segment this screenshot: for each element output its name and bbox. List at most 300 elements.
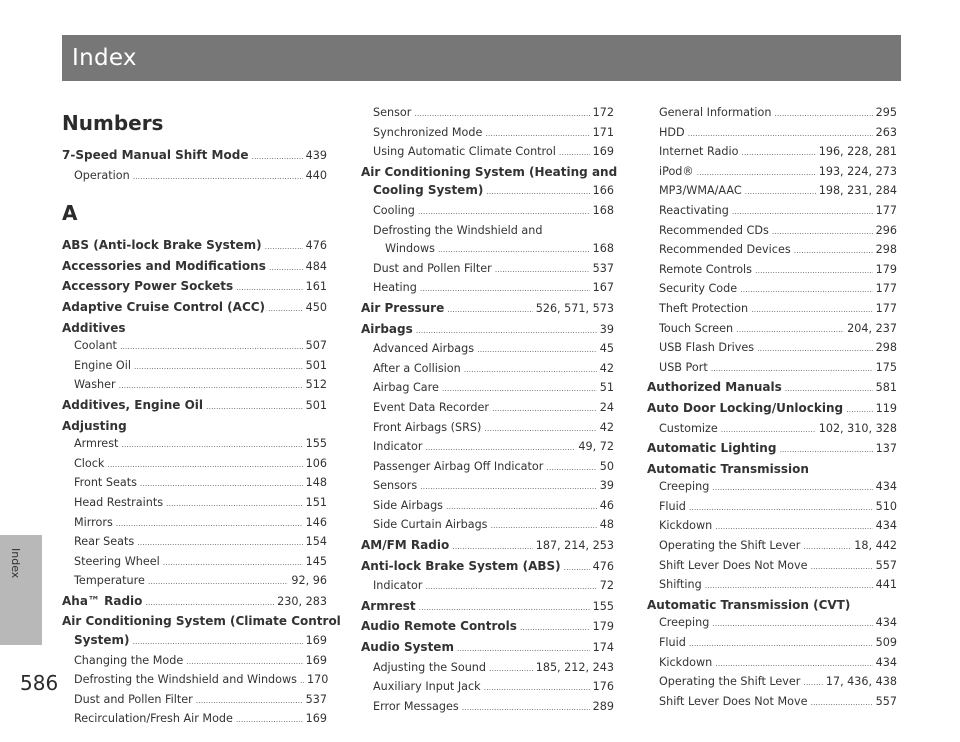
index-entry-pages[interactable]: 170 xyxy=(306,673,329,687)
index-entry-label: Operating the Shift Lever xyxy=(659,539,801,553)
index-entry-pages[interactable]: 476 xyxy=(305,239,327,253)
index-entry[interactable] xyxy=(647,143,897,163)
index-entry-label: Touch Screen xyxy=(659,321,734,335)
leader-dots xyxy=(712,614,872,634)
leader-dots xyxy=(772,222,873,242)
index-entry-pages[interactable]: 72 xyxy=(599,579,614,593)
index-entry-label: Adaptive Cruise Control (ACC) xyxy=(62,299,266,314)
index-entry[interactable] xyxy=(647,460,897,479)
index-entry-pages[interactable]: 102, 310, 328 xyxy=(818,421,897,435)
index-entry-pages[interactable]: 177 xyxy=(875,203,897,217)
index-entry[interactable] xyxy=(361,419,614,439)
leader-dots xyxy=(251,147,302,167)
index-entry[interactable] xyxy=(62,514,327,534)
index-entry-pages[interactable]: 169 xyxy=(305,634,327,648)
index-entry[interactable] xyxy=(647,498,897,518)
index-entry-pages[interactable]: 137 xyxy=(875,442,897,456)
leader-dots xyxy=(484,678,590,698)
index-entry-label: AM/FM Radio xyxy=(361,538,450,553)
leader-dots xyxy=(546,458,596,478)
index-entry-label: Front Airbags (SRS) xyxy=(373,420,482,434)
index-entry[interactable] xyxy=(647,104,897,124)
index-entry-label: Air Conditioning System (Heating and xyxy=(361,164,618,179)
leader-dots xyxy=(697,163,816,183)
index-entry-pages[interactable]: 501 xyxy=(305,358,327,372)
leader-dots xyxy=(196,691,303,711)
index-entry-label: Event Data Recorder xyxy=(373,400,490,414)
index-entry[interactable] xyxy=(361,360,614,380)
leader-dots xyxy=(206,397,303,417)
index-entry-pages[interactable]: 434 xyxy=(875,480,897,494)
index-entry-label: Armrest xyxy=(74,437,119,451)
index-entry-pages[interactable]: 289 xyxy=(592,699,614,713)
leader-dots xyxy=(140,474,303,494)
leader-dots xyxy=(418,202,590,222)
index-entry[interactable] xyxy=(361,299,614,320)
index-entry[interactable] xyxy=(361,379,614,399)
index-entry[interactable] xyxy=(62,435,327,455)
index-entry[interactable] xyxy=(361,477,614,497)
index-entry[interactable] xyxy=(62,612,341,631)
index-entry[interactable] xyxy=(647,673,897,693)
index-entry[interactable] xyxy=(647,261,897,281)
leader-dots xyxy=(559,143,590,163)
index-entry-pages[interactable]: 39 xyxy=(599,322,614,336)
index-entry[interactable] xyxy=(62,167,327,187)
index-entry[interactable] xyxy=(647,478,897,498)
index-entry[interactable] xyxy=(361,124,614,144)
leader-dots xyxy=(447,300,532,320)
leader-dots xyxy=(485,124,589,144)
leader-dots xyxy=(736,320,844,340)
leader-dots xyxy=(269,258,303,278)
index-entry[interactable] xyxy=(62,417,327,436)
index-entry[interactable] xyxy=(647,359,897,379)
index-entry-pages[interactable]: 119 xyxy=(875,401,897,415)
index-entry[interactable] xyxy=(62,146,327,167)
index-entry[interactable] xyxy=(647,241,897,261)
index-entry-pages[interactable]: 172 xyxy=(592,106,614,119)
index-entry-pages[interactable]: 145 xyxy=(305,554,327,568)
index-entry[interactable] xyxy=(647,439,897,460)
index-entry-pages[interactable]: 155 xyxy=(305,437,327,451)
index-entry-label: Creeping xyxy=(659,480,710,494)
index-entry-label: Air Conditioning System (Climate Control xyxy=(62,614,341,629)
index-entry[interactable] xyxy=(647,517,897,537)
leader-dots xyxy=(116,514,303,534)
index-entry[interactable] xyxy=(62,671,327,691)
leader-dots xyxy=(689,498,873,518)
leader-dots xyxy=(715,654,872,674)
index-entry-label: Steering Wheel xyxy=(74,554,160,568)
index-entry[interactable] xyxy=(62,455,327,475)
leader-dots xyxy=(107,455,302,475)
index-entry-label: Kickdown xyxy=(659,655,713,669)
index-entry[interactable] xyxy=(62,277,327,298)
index-entry-pages[interactable]: 51 xyxy=(599,381,614,395)
leader-dots xyxy=(757,339,873,359)
index-entry-pages[interactable]: 196, 228, 281 xyxy=(818,145,897,159)
leader-dots xyxy=(119,376,303,396)
index-entry-label: Shifting xyxy=(659,578,702,592)
index-entry-label: ABS (Anti-lock Brake System) xyxy=(62,238,262,253)
index-entry-pages[interactable]: 450 xyxy=(305,300,327,314)
index-entry-pages[interactable]: 537 xyxy=(305,692,327,706)
index-entry-pages[interactable]: 17, 436, 438 xyxy=(825,675,897,689)
index-column-1 xyxy=(62,104,341,730)
index-entry-label: USB Port xyxy=(659,360,708,374)
index-entry-label: Clock xyxy=(74,456,105,470)
index-entry[interactable] xyxy=(361,617,614,638)
index-entry-label: Passenger Airbag Off Indicator xyxy=(373,459,544,473)
index-entry-label: Cooling System) xyxy=(373,183,484,198)
leader-dots xyxy=(416,321,597,341)
index-entry-label: Coolant xyxy=(74,339,117,353)
index-entry-pages[interactable]: 155 xyxy=(592,599,614,613)
index-entry-label: Auxiliary Input Jack xyxy=(373,680,481,694)
index-entry-label: Adjusting the Sound xyxy=(373,660,486,674)
leader-dots xyxy=(715,517,872,537)
index-entry-pages[interactable]: 169 xyxy=(305,653,327,667)
index-entry-label: Theft Protection xyxy=(659,301,749,315)
section-heading: A xyxy=(62,201,78,226)
index-entry-pages[interactable]: 198, 231, 284 xyxy=(818,184,897,198)
index-entry-pages[interactable]: 484 xyxy=(305,259,327,273)
index-entry[interactable] xyxy=(361,536,614,557)
leader-dots xyxy=(420,477,597,497)
index-entry-pages[interactable]: 193, 224, 273 xyxy=(818,164,897,178)
index-entry[interactable] xyxy=(647,654,897,674)
index-entry[interactable] xyxy=(361,202,614,222)
index-entry[interactable] xyxy=(647,182,897,202)
index-entry-label: Audio Remote Controls xyxy=(361,619,517,634)
index-entry-pages[interactable]: 204, 237 xyxy=(847,321,897,335)
leader-dots xyxy=(491,516,597,536)
index-entry[interactable] xyxy=(647,537,897,557)
index-entry[interactable] xyxy=(62,236,327,257)
index-entry-pages[interactable]: 154 xyxy=(305,535,327,549)
index-entry-pages[interactable]: 42 xyxy=(599,420,614,434)
index-entry-pages[interactable]: 169 xyxy=(305,712,327,726)
index-entry-label: Temperature xyxy=(74,574,145,588)
index-entry[interactable] xyxy=(62,494,327,514)
leader-dots xyxy=(425,577,596,597)
index-entry-label: Reactivating xyxy=(659,203,729,217)
index-entry[interactable] xyxy=(62,319,327,338)
leader-dots xyxy=(564,558,590,578)
index-entry-pages[interactable]: 298 xyxy=(875,243,897,257)
index-entry[interactable] xyxy=(647,634,897,654)
leader-dots xyxy=(810,557,872,577)
index-entry-pages[interactable]: 167 xyxy=(592,281,614,295)
index-entry[interactable] xyxy=(647,339,897,359)
index-entry[interactable] xyxy=(62,357,327,377)
index-entry-pages[interactable]: 146 xyxy=(305,515,327,529)
index-entry-pages[interactable]: 295 xyxy=(875,106,897,119)
index-entry[interactable] xyxy=(647,222,897,242)
index-entry-label: Indicator xyxy=(373,579,423,593)
index-column-2 xyxy=(361,104,618,717)
index-entry-label: Internet Radio xyxy=(659,145,739,159)
index-entry[interactable] xyxy=(361,279,614,299)
index-entry[interactable] xyxy=(62,396,327,417)
index-entry[interactable] xyxy=(361,399,614,419)
leader-dots xyxy=(419,598,590,618)
index-entry[interactable] xyxy=(361,516,614,536)
leader-dots xyxy=(711,359,873,379)
leader-dots xyxy=(133,167,303,187)
leader-dots xyxy=(134,357,303,377)
leader-dots xyxy=(452,537,532,557)
leader-dots xyxy=(745,182,816,202)
index-entry-pages[interactable]: 42 xyxy=(599,361,614,375)
index-entry-pages[interactable]: 106 xyxy=(305,456,327,470)
index-entry-pages[interactable]: 230, 283 xyxy=(277,594,327,608)
index-entry-label: Washer xyxy=(74,378,116,392)
index-entry-label: Defrosting the Windshield and Windows xyxy=(74,673,297,687)
index-entry-pages[interactable]: 174 xyxy=(592,641,614,655)
index-entry-label: Aha™ Radio xyxy=(62,593,143,608)
index-entry-label: iPod® xyxy=(659,164,694,178)
leader-dots xyxy=(779,440,872,460)
leader-dots xyxy=(145,593,274,613)
index-entry-label: Recommended CDs xyxy=(659,223,769,237)
index-entry[interactable] xyxy=(361,678,614,698)
index-entry-label: Defrosting the Windshield and xyxy=(373,223,543,237)
index-entry-label: USB Flash Drives xyxy=(659,341,755,355)
index-entry-label: Additives, Engine Oil xyxy=(62,397,203,412)
index-entry-label: Mirrors xyxy=(74,515,113,529)
index-entry-pages[interactable]: 510 xyxy=(875,499,897,513)
index-entry-label: Accessories and Modifications xyxy=(62,258,266,273)
index-entry-label: Additives xyxy=(62,320,126,335)
index-entry[interactable] xyxy=(361,638,614,659)
index-entry-label: Synchronized Mode xyxy=(373,125,483,139)
index-entry[interactable] xyxy=(62,710,327,730)
index-entry[interactable] xyxy=(647,202,897,222)
index-entry-pages[interactable]: 168 xyxy=(592,203,614,217)
index-entry[interactable] xyxy=(62,691,327,711)
index-entry-label: Operating the Shift Lever xyxy=(659,675,801,689)
index-entry[interactable] xyxy=(361,659,614,679)
index-entry[interactable] xyxy=(62,298,327,319)
index-entry-pages[interactable]: 45 xyxy=(599,342,614,356)
header-bar xyxy=(62,35,901,81)
index-entry[interactable] xyxy=(361,143,614,163)
index-entry-pages[interactable]: 441 xyxy=(875,578,897,592)
index-entry-pages[interactable]: 50 xyxy=(599,459,614,473)
index-entry[interactable] xyxy=(647,557,897,577)
index-entry-pages[interactable]: 557 xyxy=(875,694,897,708)
index-entry[interactable] xyxy=(361,577,614,597)
leader-dots xyxy=(148,572,289,592)
index-entry-label: Air Pressure xyxy=(361,300,445,315)
index-entry-label: Operation xyxy=(74,168,130,182)
leader-dots xyxy=(120,337,303,357)
index-entry-pages[interactable]: 434 xyxy=(875,616,897,630)
index-entry[interactable] xyxy=(647,300,897,320)
index-entry[interactable] xyxy=(361,340,614,360)
index-entry-label: Dust and Pollen Filter xyxy=(74,692,193,706)
index-entry[interactable] xyxy=(62,376,327,396)
index-entry-pages[interactable]: 175 xyxy=(875,360,897,374)
leader-dots xyxy=(457,639,590,659)
leader-dots xyxy=(495,260,590,280)
leader-dots xyxy=(137,533,302,553)
index-entry-pages[interactable]: 298 xyxy=(875,341,897,355)
leader-dots xyxy=(732,202,873,222)
index-entry[interactable] xyxy=(62,652,327,672)
index-entry-pages[interactable]: 176 xyxy=(592,680,614,694)
index-entry-label: Auto Door Locking/Unlocking xyxy=(647,400,844,415)
index-entry-pages[interactable]: 166 xyxy=(592,184,614,198)
leader-dots xyxy=(477,340,597,360)
index-entry-pages[interactable]: 476 xyxy=(592,559,614,573)
leader-dots xyxy=(489,659,533,679)
index-entry-pages[interactable]: 168 xyxy=(592,242,614,256)
index-entry-label: After a Collision xyxy=(373,361,461,375)
index-entry-label: Audio System xyxy=(361,640,454,655)
index-entry[interactable] xyxy=(647,280,897,300)
index-entry[interactable] xyxy=(62,474,327,494)
index-entry-pages[interactable]: 177 xyxy=(875,301,897,315)
index-entry-pages[interactable]: 48 xyxy=(599,518,614,532)
leader-dots xyxy=(755,261,873,281)
leader-dots xyxy=(121,435,302,455)
leader-dots xyxy=(794,241,873,261)
index-entry-label: Shift Lever Does Not Move xyxy=(659,694,808,708)
leader-dots xyxy=(236,710,303,730)
index-entry-pages[interactable]: 179 xyxy=(592,620,614,634)
index-entry-label: Fluid xyxy=(659,499,686,513)
index-entry-pages[interactable]: 501 xyxy=(305,398,327,412)
index-entry[interactable] xyxy=(647,576,897,596)
index-entry[interactable] xyxy=(361,163,618,182)
index-entry-pages[interactable]: 151 xyxy=(305,495,327,509)
page-number: 586 xyxy=(20,671,59,695)
index-entry[interactable] xyxy=(62,572,327,592)
index-entry-label: Heating xyxy=(373,281,417,295)
index-entry[interactable] xyxy=(361,438,614,458)
index-entry-label: Dust and Pollen Filter xyxy=(373,261,492,275)
index-entry-label: Automatic Transmission (CVT) xyxy=(647,597,851,612)
index-entry-pages[interactable]: 92, 96 xyxy=(291,574,327,588)
index-entry-pages[interactable]: 509 xyxy=(875,636,897,650)
index-entry[interactable] xyxy=(647,596,897,615)
index-entry[interactable] xyxy=(647,163,897,183)
index-entry-label: Anti-lock Brake System (ABS) xyxy=(361,558,561,573)
index-entry-label: Airbag Care xyxy=(373,381,439,395)
index-entry[interactable] xyxy=(62,592,327,613)
index-entry[interactable] xyxy=(647,124,897,144)
index-entry-pages[interactable]: 434 xyxy=(875,519,897,533)
index-entry-pages[interactable]: 24 xyxy=(599,400,614,414)
index-entry-label: Armrest xyxy=(361,598,416,613)
index-entry-pages[interactable]: 177 xyxy=(875,282,897,296)
index-entry-pages[interactable]: 39 xyxy=(599,479,614,493)
index-entry-pages[interactable]: 507 xyxy=(305,339,327,353)
index-entry[interactable] xyxy=(361,320,614,341)
index-entry-label: Automatic Transmission xyxy=(647,461,809,476)
index-entry-pages[interactable]: 49, 72 xyxy=(578,440,614,454)
index-entry[interactable] xyxy=(361,698,614,718)
leader-dots xyxy=(705,576,873,596)
index-entry[interactable] xyxy=(361,240,614,260)
index-entry-pages[interactable]: 185, 212, 243 xyxy=(535,660,614,674)
index-entry[interactable] xyxy=(361,458,614,478)
leader-dots xyxy=(484,419,596,439)
index-entry-label: Sensors xyxy=(373,479,418,493)
index-entry-pages[interactable]: 581 xyxy=(875,381,897,395)
index-entry-pages[interactable]: 434 xyxy=(875,655,897,669)
index-entry-pages[interactable]: 171 xyxy=(592,125,614,139)
index-entry-pages[interactable]: 512 xyxy=(305,378,327,392)
leader-dots xyxy=(438,240,590,260)
index-entry-pages[interactable]: 296 xyxy=(875,223,897,237)
index-entry-pages[interactable]: 263 xyxy=(875,125,897,139)
index-entry-label: Fluid xyxy=(659,636,686,650)
index-entry[interactable] xyxy=(647,614,897,634)
index-entry-pages[interactable]: 46 xyxy=(599,498,614,512)
leader-dots xyxy=(846,400,873,420)
index-entry-pages[interactable]: 526, 571, 573 xyxy=(535,301,614,315)
index-entry-pages[interactable]: 440 xyxy=(305,168,327,182)
index-entry-pages[interactable]: 18, 442 xyxy=(854,539,897,553)
leader-dots xyxy=(236,278,303,298)
index-entry-label: Kickdown xyxy=(659,519,713,533)
index-entry[interactable] xyxy=(647,378,897,399)
leader-dots xyxy=(414,104,589,124)
index-entry-label: Engine Oil xyxy=(74,358,131,372)
index-entry-pages[interactable]: 439 xyxy=(305,149,327,162)
index-entry-pages[interactable]: 537 xyxy=(592,261,614,275)
leader-dots xyxy=(462,698,590,718)
index-entry[interactable] xyxy=(361,497,614,517)
index-entry[interactable] xyxy=(62,257,327,278)
index-entry[interactable] xyxy=(647,320,897,340)
index-entry-pages[interactable]: 187, 214, 253 xyxy=(535,539,614,553)
index-entry[interactable] xyxy=(361,260,614,280)
index-entry-label: Side Airbags xyxy=(373,498,443,512)
index-entry-label: Shift Lever Does Not Move xyxy=(659,558,808,572)
leader-dots xyxy=(186,652,302,672)
index-entry-label: Adjusting xyxy=(62,418,127,433)
index-entry-pages[interactable]: 557 xyxy=(875,558,897,572)
index-entry[interactable] xyxy=(361,181,614,202)
leader-dots xyxy=(740,280,873,300)
index-entry[interactable] xyxy=(361,104,614,124)
index-entry[interactable] xyxy=(647,693,897,713)
index-entry-pages[interactable]: 179 xyxy=(875,262,897,276)
index-entry[interactable] xyxy=(62,337,327,357)
index-entry[interactable] xyxy=(62,631,327,652)
index-entry[interactable] xyxy=(361,597,614,618)
leader-dots xyxy=(464,360,597,380)
section-heading: Numbers xyxy=(62,111,164,135)
index-entry[interactable] xyxy=(62,553,327,573)
index-entry[interactable] xyxy=(361,557,614,578)
index-entry-pages[interactable]: 148 xyxy=(305,476,327,490)
index-entry-pages[interactable]: 169 xyxy=(592,145,614,159)
leader-dots xyxy=(520,618,590,638)
side-tab-label: Index xyxy=(9,548,22,579)
index-entry-pages[interactable]: 161 xyxy=(305,280,327,294)
index-entry[interactable] xyxy=(647,399,897,420)
index-entry[interactable] xyxy=(361,222,614,241)
index-entry[interactable] xyxy=(62,533,327,553)
index-entry-label: Windows xyxy=(385,242,435,256)
index-entry[interactable] xyxy=(647,420,897,440)
